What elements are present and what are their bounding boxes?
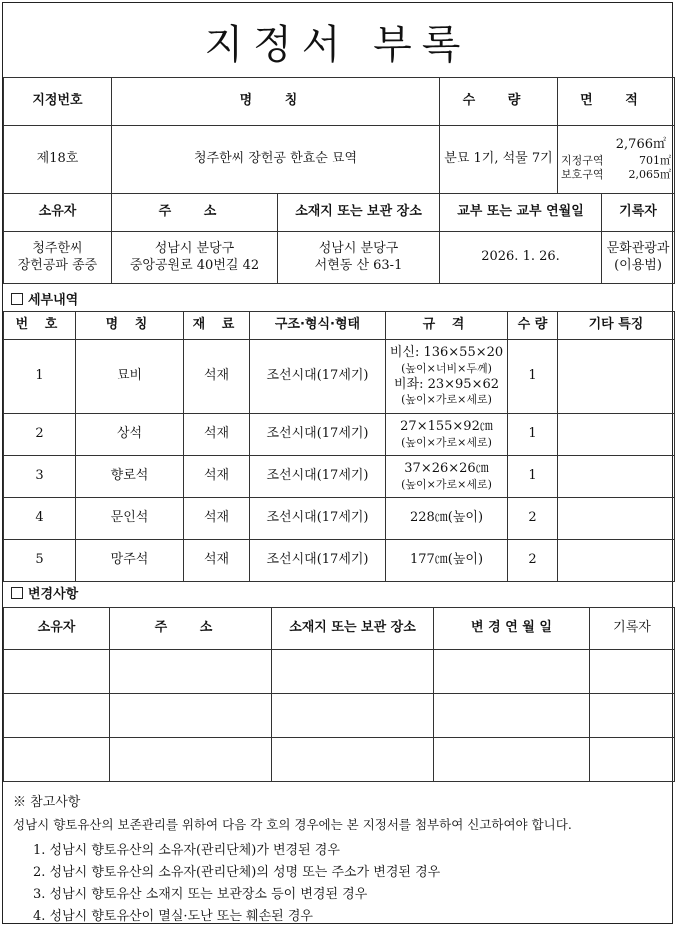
header-detail-qty: 수 량 (508, 312, 558, 340)
designation-number: 제18호 (4, 126, 112, 194)
row-qty: 1 (508, 340, 558, 414)
area-zone (558, 154, 674, 168)
row-no: 1 (4, 340, 76, 414)
owner-table (3, 193, 675, 284)
header-detail-no: 번 호 (4, 312, 76, 340)
table-row (4, 694, 675, 738)
spec-line: (높이×너비×두께) (401, 362, 492, 376)
details-table (3, 311, 675, 582)
row-other (558, 414, 675, 456)
row-material: 석재 (184, 498, 250, 540)
header-detail-material: 재 료 (184, 312, 250, 340)
header-change-address: 주 소 (110, 608, 272, 650)
row-no: 3 (4, 456, 76, 498)
header-quantity: 수 량 (440, 78, 558, 126)
row-other (558, 340, 675, 414)
header-change-date: 변 경 연 월 일 (434, 608, 590, 650)
row-qty: 2 (508, 498, 558, 540)
table-row (4, 540, 675, 582)
buffer-value: 2,065㎡ (628, 167, 671, 181)
changes-title-text: 변경사항 (28, 587, 79, 602)
designation-name: 청주한씨 장헌공 한효순 묘역 (112, 126, 440, 194)
row-material: 석재 (184, 414, 250, 456)
document-sheet (2, 2, 673, 924)
row-spec (386, 414, 508, 456)
area-total: 2,766㎡ (615, 136, 666, 152)
address-line-2: 중앙공원로 40번길 42 (129, 257, 260, 273)
header-detail-other: 기타 특징 (558, 312, 675, 340)
header-detail-structure: 구조·형식·형태 (250, 312, 386, 340)
row-spec (386, 456, 508, 498)
row-material: 석재 (184, 456, 250, 498)
changes-table (3, 607, 675, 782)
row-structure: 조선시대(17세기) (250, 540, 386, 582)
header-recorder: 기록자 (602, 194, 675, 232)
area-buffer (558, 168, 674, 182)
details-title-text: 세부내역 (28, 293, 79, 308)
header-change-owner: 소유자 (4, 608, 110, 650)
row-spec: 228㎝(높이) (386, 498, 508, 540)
spec-line: (높이×가로×세로) (401, 393, 492, 407)
location-line-1: 성남시 분당구 (318, 240, 399, 256)
row-other (558, 456, 675, 498)
row-spec: 177㎝(높이) (386, 540, 508, 582)
table-row (4, 650, 675, 694)
table-row (4, 414, 675, 456)
notes-title: ※ 참고사항 (13, 795, 81, 810)
row-qty: 1 (508, 456, 558, 498)
owner-line-2: 장헌공파 종중 (17, 257, 98, 273)
spec-line: 비좌: 23×95×62 (393, 376, 500, 392)
owner-name (4, 232, 112, 284)
row-name: 상석 (76, 414, 184, 456)
row-spec (386, 340, 508, 414)
row-name: 향로석 (76, 456, 184, 498)
row-structure: 조선시대(17세기) (250, 340, 386, 414)
row-structure: 조선시대(17세기) (250, 456, 386, 498)
checkbox-icon (11, 587, 23, 599)
row-qty: 1 (508, 414, 558, 456)
notes-item: 1. 성남시 향토유산의 소유자(관리단체)가 변경된 경우 (33, 843, 340, 858)
notes-item: 2. 성남시 향토유산의 소유자(관리단체)의 성명 또는 주소가 변경된 경우 (33, 865, 441, 880)
header-number: 지정번호 (4, 78, 112, 126)
row-structure: 조선시대(17세기) (250, 498, 386, 540)
buffer-label: 보호구역 (561, 167, 604, 181)
row-other (558, 540, 675, 582)
designation-table (3, 77, 675, 194)
row-name: 문인석 (76, 498, 184, 540)
row-qty: 2 (508, 540, 558, 582)
owner-location (278, 232, 440, 284)
header-area: 면 적 (558, 78, 675, 126)
zone-value: 701㎡ (639, 153, 671, 167)
notes-item: 3. 성남시 향토유산 소재지 또는 보관장소 등이 변경된 경우 (33, 887, 368, 902)
header-name: 명 칭 (112, 78, 440, 126)
row-material: 석재 (184, 540, 250, 582)
spec-line: 37×26×26㎝ (404, 460, 489, 476)
table-row (4, 340, 675, 414)
recorder-line-2: (이용범) (614, 257, 662, 273)
owner-address (112, 232, 278, 284)
header-change-location: 소재지 또는 보관 장소 (272, 608, 434, 650)
owner-line-1: 청주한씨 (32, 240, 83, 256)
checkbox-icon (11, 293, 23, 305)
row-no: 2 (4, 414, 76, 456)
recorder-line-1: 문화관광과 (606, 240, 670, 256)
row-material: 석재 (184, 340, 250, 414)
document-title: 지정서 부록 (204, 22, 471, 68)
header-date: 교부 또는 교부 연월일 (440, 194, 602, 232)
row-name: 묘비 (76, 340, 184, 414)
row-other (558, 498, 675, 540)
header-detail-spec: 규 격 (386, 312, 508, 340)
table-row (4, 456, 675, 498)
row-no: 5 (4, 540, 76, 582)
row-no: 4 (4, 498, 76, 540)
changes-section-title (11, 583, 78, 602)
designation-area (558, 126, 675, 194)
header-location: 소재지 또는 보관 장소 (278, 194, 440, 232)
spec-line: 비신: 136×55×20 (389, 345, 504, 361)
row-structure: 조선시대(17세기) (250, 414, 386, 456)
notes-item: 4. 성남시 향토유산이 멸실·도난 또는 훼손된 경우 (33, 909, 313, 924)
header-address: 주 소 (112, 194, 278, 232)
spec-line: 27×155×92㎝ (400, 418, 493, 434)
owner-date: 2026. 1. 26. (440, 232, 602, 284)
table-row (4, 738, 675, 782)
row-name: 망주석 (76, 540, 184, 582)
location-line-2: 서현동 산 63-1 (314, 257, 403, 273)
spec-line: (높이×가로×세로) (401, 477, 492, 491)
header-change-recorder: 기록자 (590, 608, 675, 650)
notes-intro: 성남시 향토유산의 보존관리를 위하여 다음 각 호의 경우에는 본 지정서를 첨부하여 신고하여야 합니다. (13, 817, 572, 832)
table-row (4, 498, 675, 540)
spec-line: (높이×가로×세로) (401, 435, 492, 449)
header-owner: 소유자 (4, 194, 112, 232)
details-section-title (11, 289, 78, 308)
owner-recorder (602, 232, 675, 284)
zone-label: 지정구역 (561, 153, 604, 167)
designation-quantity: 분묘 1기, 석물 7기 (440, 126, 558, 194)
address-line-1: 성남시 분당구 (154, 240, 235, 256)
header-detail-name: 명 칭 (76, 312, 184, 340)
